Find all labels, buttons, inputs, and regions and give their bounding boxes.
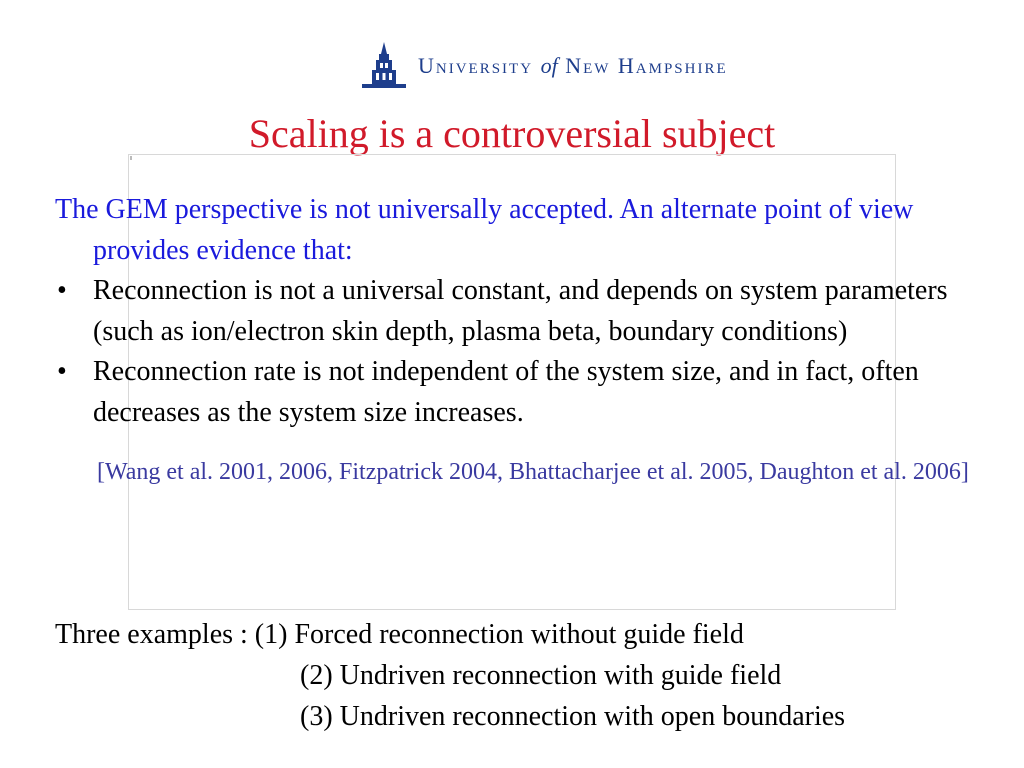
- bullet-item: [55, 352, 1015, 433]
- example-item-2: (2) Undriven reconnection with guide field: [300, 660, 782, 691]
- examples-block: [55, 614, 845, 737]
- bullet-text: Reconnection is not a universal constant, and depends on system parameters (such as ion/electron skin depth, plasma beta, boundary conditions): [93, 275, 948, 347]
- bullet-marker: •: [57, 275, 67, 306]
- bullet-marker: •: [57, 356, 67, 387]
- university-logo: [358, 40, 728, 92]
- example-item-3: (3) Undriven reconnection with open boundaries: [300, 701, 846, 732]
- bullet-list: [55, 271, 1015, 433]
- frame-placeholder-mark: [130, 156, 182, 160]
- example-lead: Three examples : (1) Forced reconnection without guide field: [55, 619, 744, 650]
- logo-text-unh: New Hampshire: [565, 53, 728, 78]
- logo-text-university: University: [418, 53, 534, 78]
- logo-wordmark: [418, 53, 728, 79]
- bullet-item: [55, 271, 1015, 352]
- slide-body: [55, 190, 1015, 489]
- bell-tower-icon: [358, 40, 410, 92]
- logo-text-of: of: [540, 53, 558, 78]
- references: [Wang et al. 2001, 2006, Fitzpatrick 2004, Bhattacharjee et al. 2005, Daughton et al. 2006]: [97, 459, 969, 485]
- intro-paragraph: The GEM perspective is not universally accepted. An alternate point of view provides evidence that:: [55, 194, 914, 266]
- slide-title: Scaling is a controversial subject: [248, 111, 776, 156]
- bullet-text: Reconnection rate is not independent of the system size, and in fact, often decreases as the system size increases.: [93, 356, 919, 428]
